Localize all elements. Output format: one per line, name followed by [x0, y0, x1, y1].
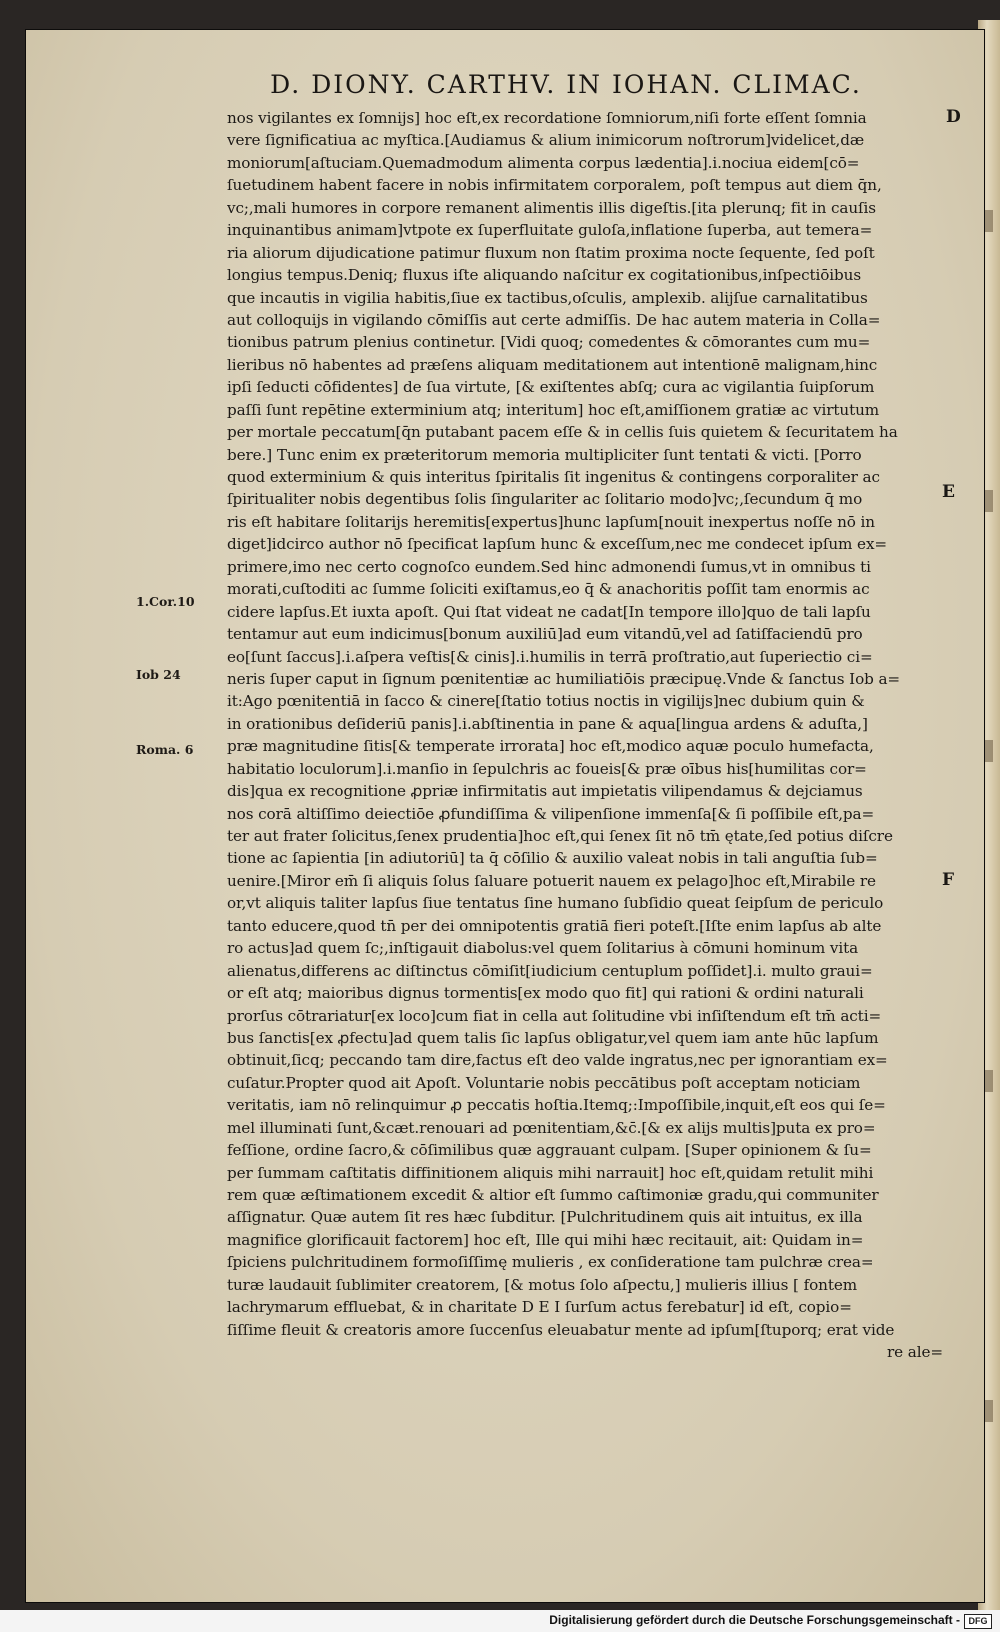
text-line: ria aliorum dijudicatione patimur fluxum non ſtatim proxima nocte ſequente, ſed poſt [227, 243, 875, 262]
text-line: ipſi ſeducti cōfidentes] de ſua virtute, [& exiſtentes abſq; cura ac vigilantia ſuipſorum [227, 378, 875, 397]
text-line: que incautis in vigilia habitis,ſiue ex tactibus,oſculis, amplexib. alijſue carnalitatibus [227, 288, 868, 307]
text-line: eo[ſunt ſaccus].i.aſpera veſtis[& cinis].i.humilis in terrā proſtratio,aut ſuperiectio ci= [227, 647, 873, 666]
text-line: per ſummam caſtitatis diffinitionem aliquis mihi narrauit] hoc eſt,quidam retulit mihi [227, 1163, 874, 1182]
text-line: lachrymarum effluebat, & in charitate D E I ſurſum actus ferebatur] id eſt, copio= [227, 1298, 852, 1317]
text-line: ſuetudinem habent facere in nobis infirmitatem corporalem, poſt tempus aut diem q̄n, [227, 176, 882, 195]
text-line: præ magnitudine ſitis[& temperate irrorata] hoc eſt,modico aquæ poculo humefacta, [227, 737, 874, 756]
text-line: cuſatur.Propter quod ait Apoſt. Voluntarie nobis peccātibus poſt acceptam noticiam [227, 1073, 861, 1092]
funding-notice: Digitalisierung gefördert durch die Deutsche Forschungsgemeinschaft - [549, 1613, 960, 1627]
text-line: alienatus,differens ac diſtinctus cōmiſit[iudicium centuplum poſſidet].i. multo graui= [227, 961, 873, 980]
text-line: dis]qua ex recognitione ꝓpriæ infirmitatis aut impietatis vilipendamus & dejciamus [227, 782, 863, 801]
text-line: aſſignatur. Quæ autem ſit res hæc ſubditur. [Pulchritudinem quis ait intuitus, ex illa [227, 1208, 863, 1227]
text-line: prorſus cōtrariatur[ex loco]cum fiat in cella aut ſolitudine vbi inſiſtendum eſt tm̄ acti= [227, 1006, 882, 1025]
text-line: ſiſſime fleuit & creatoris amore ſuccenſus eleuabatur mente ad ipſum[ſtuporq; erat vide [227, 1320, 895, 1339]
text-line: uenire.[Miror em̄ ſi aliquis ſolus ſaluare potuerit nauem ex pelago]hoc eſt,Mirabile re [227, 871, 876, 890]
dfg-logo: DFG [964, 1614, 992, 1629]
margin-letter: E [942, 482, 955, 502]
text-line: it:Ago pœnitentiā in ſacco & cinere[ſtatio totius noctis in vigilijs]nec dubium quin & [227, 692, 865, 711]
footer-bar [0, 1610, 1000, 1632]
text-line: quod exterminium & quis interitus ſpiritalis ſit ingenitus & contingens corporaliter ac [227, 468, 880, 486]
text-line: per mortale peccatum[q̄n putabant pacem eſſe & in cellis ſuis quietem & ſecuritatem ha [227, 423, 898, 442]
text-line: ter aut frater ſolicitus,ſenex prudentia]hoc eſt,qui ſenex ſit nō tm̄ ętate,ſed potius diſcre [227, 827, 893, 845]
text-line: inquinantibus animam]vtpote ex ſuperfluitate guloſa,inflatione ſuperba, aut temera= [227, 221, 873, 240]
margin-note: Iob 24 [136, 667, 181, 682]
text-line: ſpiritualiter nobis degentibus ſolis ſingulariter ac ſolitario modo]vc;,ſecundum q̄ mo [227, 490, 863, 509]
text-line: tionibus patrum plenius continetur. [Vidi quoq; comedentes & cōmorantes cum mu= [227, 333, 871, 352]
text-line: primere,imo nec certo cognoſco eundem.Sed hinc admonendi ſumus,vt in omnibus ti [227, 557, 871, 576]
text-line: ris eſt habitare ſolitarijs heremitis[expertus]hunc lapſum[nouit inexpertus noſſe nō in [227, 512, 875, 531]
text-line: tanto educere,quod tn̄ per dei omnipotentis gratiā fieri poteſt.[Iſte enim lapſus ab alte [227, 916, 882, 935]
text-block [227, 107, 943, 1364]
margin-letter: F [942, 870, 955, 890]
text-line: or,vt aliquis taliter lapſus ſiue tentatus ſine humano ſubſidio queat ſeipſum de periculo [227, 894, 884, 913]
margin-note: Roma. 6 [136, 742, 194, 757]
text-line: cidere lapſus.Et iuxta apoſt. Qui ſtat videat ne cadat[In tempore illo]quo de tali lapſu [227, 602, 871, 621]
text-line: tentamur aut eum indicimus[bonum auxiliū]ad eum vitandū,vel ad ſatiſfaciendū pro [227, 625, 863, 644]
text-line: tione ac ſapientia [in adiutoriū] ta q̄ cōſilio & auxilio valeat nobis in tali anguſtia ſub= [227, 849, 878, 868]
text-line: or eſt atq; maioribus dignus tormentis[ex modo quo fit] qui rationi & ordini naturali [227, 984, 864, 1003]
text-line: veritatis, iam nō relinquimur ꝓ peccatis hoſtia.Itemq;:Impoſſibile,inquit,eſt eos qui ſe= [227, 1096, 886, 1115]
text-line: bere.] Tunc enim ex præteritorum memoria multipliciter ſunt tentati & victi. [Porro [227, 445, 862, 464]
text-line: in orationibus deſideriū panis].i.abſtinentia in pane & aqua[lingua ardens & aduſta,] [227, 714, 868, 733]
text-line: aut colloquijs in vigilando cōmiſſis aut certe admiſſis. De hac autem materia in Colla= [227, 310, 881, 329]
text-line: feſſione, ordine ſacro,& cōſimilibus quæ aggrauant culpam. [Super opinionem & ſu= [227, 1141, 872, 1160]
text-line: mel illuminati ſunt,&cæt.renouari ad pœnitentiam,&c̄.[& ex alijs multis]puta ex pro= [227, 1118, 876, 1137]
text-line: re ale= [886, 1343, 943, 1362]
text-line: morati,cuſtoditi ac ſumme ſoliciti exiſtamus,eo q̄ & anachoritis poſſit tam enormis ac [227, 580, 870, 599]
running-head: D. DIONY. CARTHV. IN IOHAN. CLIMAC. [270, 70, 862, 99]
text-line: magnifice glorificauit factorem] hoc eſt, Ille qui mihi hæc recitauit, ait: Quidam in= [227, 1230, 864, 1249]
text-line: diget]idcirco author nō ſpecificat lapſum hunc & exceſſum,nec me condecet ipſum ex= [227, 535, 888, 554]
text-line: turæ laudauit ſublimiter creatorem, [& motus ſolo aſpectu,] mulieris illius [ fontem [227, 1275, 858, 1294]
text-line: ſpiciens pulchritudinem formoſiſſimę mulieris , ex conſideratione tam pulchræ crea= [227, 1253, 874, 1272]
margin-note: 1.Cor.10 [136, 594, 195, 609]
text-line: rem quæ æſtimationem excedit & altior eſt ſummo caſtimoniæ gradu,qui communiter [227, 1186, 879, 1204]
text-line: bus ſanctis[ex ꝓfectu]ad quem talis ſic lapſus obligatur,vel quem iam ante hūc lapſum [227, 1028, 879, 1047]
text-line: obtinuit,ſicq; peccando tam dire,factus eſt deo valde ingratus,nec per ignorantiam ex= [227, 1051, 888, 1070]
text-line: neris ſuper caput in ſignum pœnitentiæ ac humiliatiōis præcipuę.Vnde & ſanctus Iob a= [227, 669, 901, 688]
text-line: vere ſignificatiua ac myſtica.[Audiamus & alium inimicorum noſtrorum]videlicet,dæ [227, 131, 865, 150]
text-line: nos corā altiſſimo deiectiōe ꝓfundiſſima & vilipenſione immenſa[& ſi poſſibile eſt,pa= [227, 804, 875, 823]
text-line: ro actus]ad quem ſc;,inſtigauit diabolus:vel quem ſolitarius à cōmuni hominum vita [227, 939, 859, 958]
margin-letter: D [946, 107, 961, 127]
text-line: paſſi ſunt repētine exterminium atq; interitum] hoc eſt,amiſſionem gratiæ ac virtutum [227, 400, 880, 419]
text-line: nos vigilantes ex ſomnijs] hoc eſt,ex recordatione ſomniorum,niſi forte eſſent ſomnia [227, 109, 867, 127]
text-line: habitatio loculorum].i.manſio in ſepulchris ac foueis[& præ oībus his[humilitas cor= [227, 759, 867, 778]
text-line: lieribus nō habentes ad præſens aliquam meditationem aut intentionē malignam,hinc [227, 355, 878, 374]
text-line: longius tempus.Deniq; fluxus iſte aliquando naſcitur ex cogitationibus,inſpectiōibus [227, 266, 862, 285]
text-line: moniorum[aſtuciam.Quemadmodum alimenta corpus lædentia].i.nociua eidem[cō= [227, 153, 860, 172]
text-line: vc;,mali humores in corpore remanent alimentis illis digeſtis.[ita plerunq; fit in cauſis [227, 198, 876, 217]
